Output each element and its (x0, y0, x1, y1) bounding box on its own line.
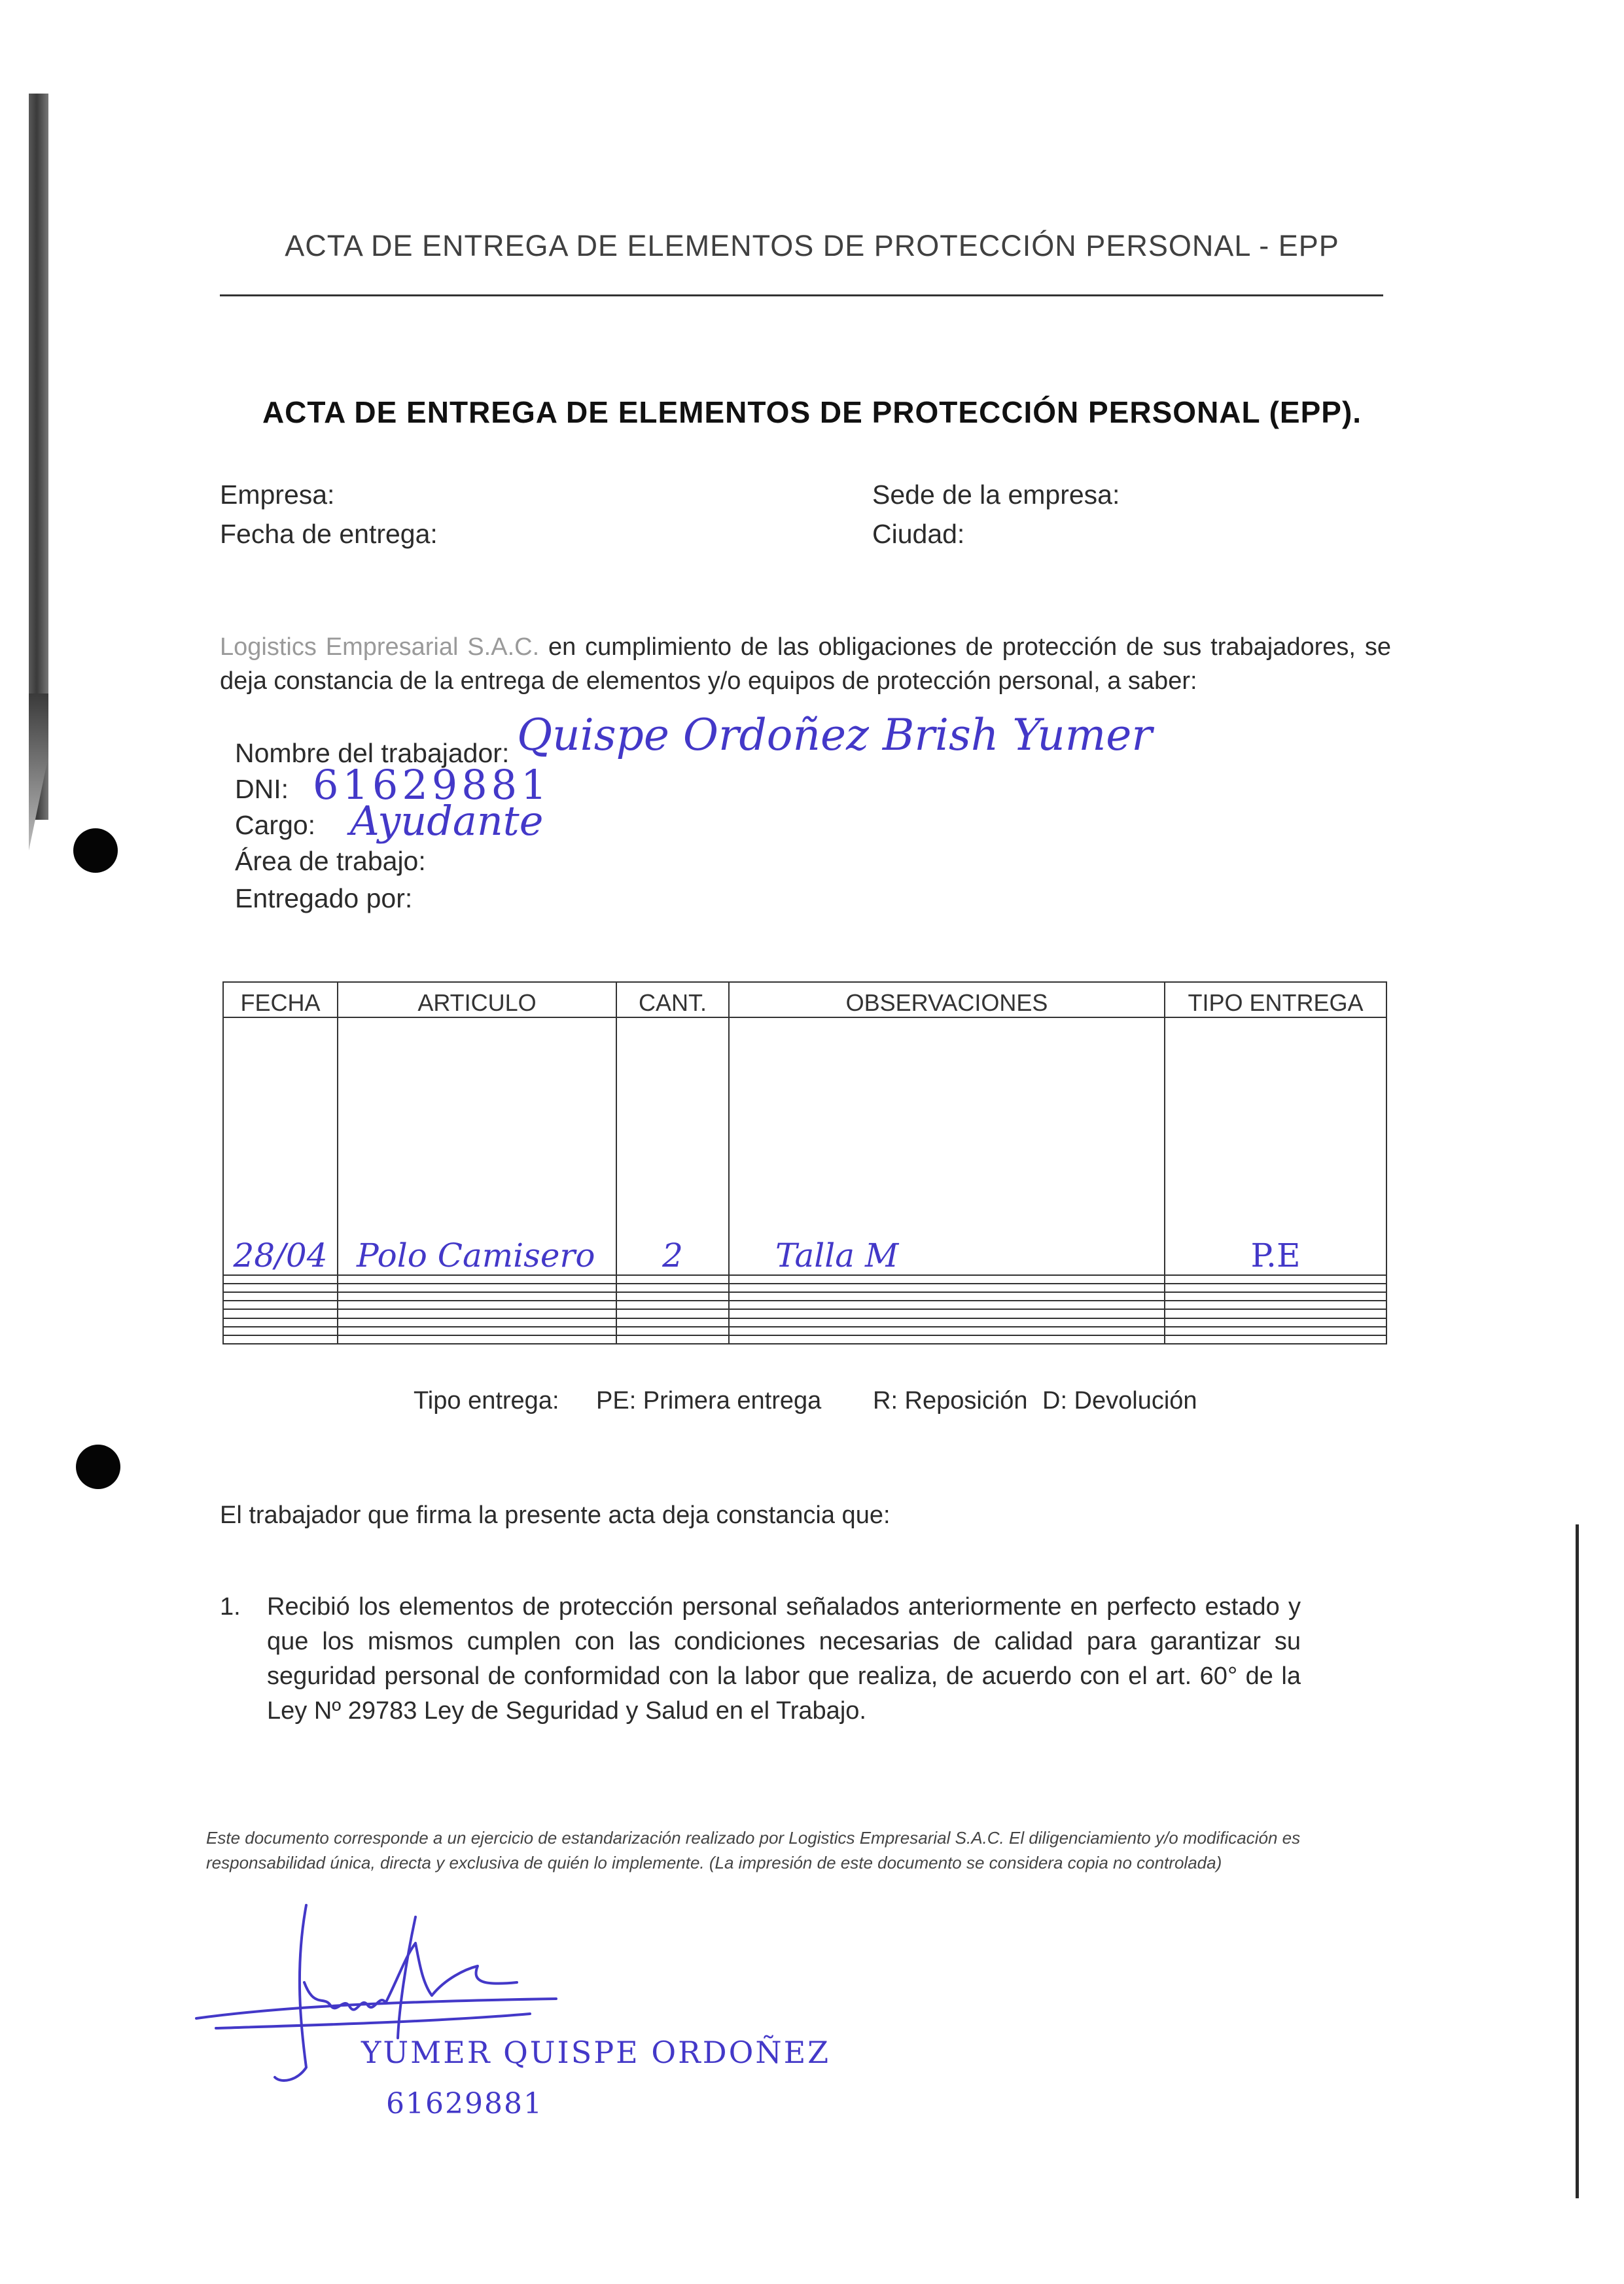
col-observaciones: OBSERVACIONES (729, 982, 1165, 1017)
cargo-label: Cargo: (235, 810, 316, 840)
table-row (223, 1335, 1386, 1344)
sede-label: Sede de la empresa: (872, 480, 1120, 510)
document-title: ACTA DE ENTREGA DE ELEMENTOS DE PROTECCIÓN PERSONAL (EPP). (262, 395, 1362, 429)
legend-pe: PE: Primera entrega (596, 1387, 822, 1414)
punch-hole-top (73, 828, 118, 873)
intro-paragraph (220, 630, 1391, 698)
cell-observaciones: Talla M (729, 1017, 1165, 1275)
dni-label: DNI: (235, 774, 289, 804)
col-tipo-entrega: TIPO ENTREGA (1165, 982, 1386, 1017)
nombre-value: Quispe Ordoñez Brish Yumer (517, 710, 1152, 760)
entregado-label: Entregado por: (235, 883, 413, 913)
declaration-item-number: 1. (220, 1593, 241, 1621)
dni-value: 61629881 (313, 761, 551, 809)
scan-edge-right (1576, 1524, 1579, 2198)
intro-company: Logistics Empresarial S.A.C. (220, 633, 540, 661)
col-articulo: ARTICULO (338, 982, 616, 1017)
cell-articulo: Polo Camisero (338, 1017, 616, 1275)
table-row (223, 1318, 1386, 1327)
declaration-item-text: Recibió los elementos de protección personal señalados anteriormente en perfecto estado y que los mismos cumplen con las condiciones necesarias de calidad para garantizar su seguridad personal de conformidad con la labor que realiza, de acuerdo con el art. 60° de la Ley Nº 29783 Ley de Seguridad y Salud en el Trabajo. (267, 1593, 1301, 1725)
header-divider (220, 294, 1383, 296)
legend-r: R: Reposición (873, 1387, 1028, 1414)
table-row (223, 1292, 1386, 1301)
declaration-intro: El trabajador que firma la presente acta deja constancia que: (220, 1502, 891, 1529)
epp-table (222, 981, 1387, 1344)
signature-dni: 61629881 (386, 2087, 543, 2120)
table-row (223, 1301, 1386, 1309)
col-fecha: FECHA (223, 982, 338, 1017)
legend-label: Tipo entrega: (414, 1387, 559, 1414)
footer-note: Este documento corresponde a un ejercicio de estandarización realizado por Logistics Empresarial S.A.C. El diligenciamiento y/o modificación es responsabilidad única, directa y exclusiva de quién lo implemente. (La impresión de este documento se considera copia no controlada) (206, 1828, 1301, 1872)
ciudad-label: Ciudad: (872, 519, 965, 549)
table-row (223, 1275, 1386, 1284)
fecha-entrega-label: Fecha de entrega: (220, 519, 438, 549)
table-row (223, 1017, 1386, 1275)
empresa-label: Empresa: (220, 480, 335, 510)
cell-tipo-entrega: P.E (1165, 1017, 1386, 1275)
cargo-value: Ayudante (350, 797, 544, 845)
table-row (223, 1284, 1386, 1292)
legend-d: D: Devolución (1042, 1387, 1197, 1414)
signature-name: YUMER QUISPE ORDOÑEZ (361, 2035, 831, 2070)
table-row (223, 1309, 1386, 1318)
header-title: ACTA DE ENTREGA DE ELEMENTOS DE PROTECCIÓN PERSONAL - EPP (285, 229, 1339, 262)
cell-cantidad: 2 (616, 1017, 729, 1275)
nombre-label: Nombre del trabajador: (235, 738, 510, 768)
table-header-row (223, 982, 1386, 1017)
table-row (223, 1327, 1386, 1335)
area-label: Área de trabajo: (235, 846, 426, 876)
cell-fecha: 28/04 (223, 1017, 338, 1275)
col-cantidad: CANT. (616, 982, 729, 1017)
punch-hole-bottom (76, 1445, 120, 1489)
intro-text: en cumplimiento de las obligaciones de protección de sus trabajadores, se deja constancia de la entrega de elementos y/o equipos de protección personal, a saber: (220, 633, 1391, 695)
